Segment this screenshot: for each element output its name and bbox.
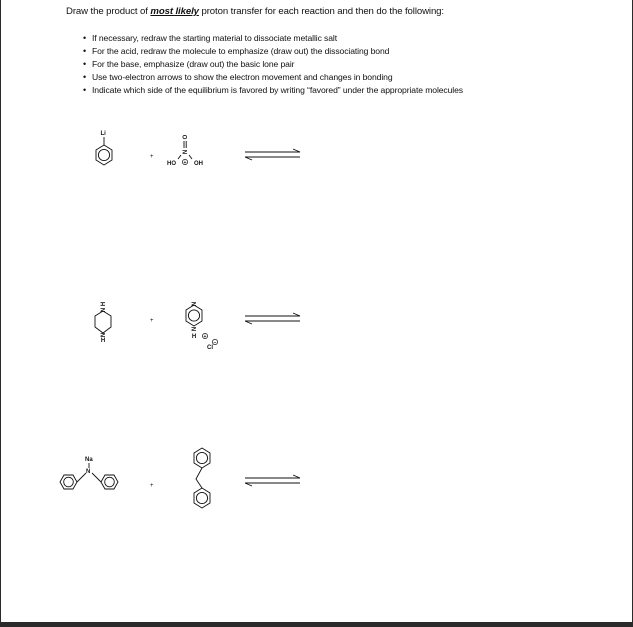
n-oh-bond-left (178, 155, 181, 159)
hydroxyl-label-left: HO (167, 161, 176, 167)
pyrazinium-h-label: H (191, 334, 197, 340)
piperazine-nh-top-h: H (101, 301, 107, 307)
piperazine-structure (95, 311, 111, 333)
piperazine-ring (95, 311, 111, 333)
aromatic-circle (98, 149, 109, 160)
instruction-item-1: • If necessary, redraw the starting material to dissociate metallic salt (83, 32, 463, 45)
pyrazine-n-top: N (192, 301, 198, 307)
hydroxyl-label-right: OH (194, 161, 203, 167)
instructions-lead: Draw the product of (66, 6, 151, 17)
diphenylmethane-structure (194, 448, 210, 508)
aromatic-circle-right (105, 477, 115, 487)
equilibrium-arrow-3 (245, 475, 300, 486)
nitrogen-label: N (183, 149, 189, 155)
n-oh-bond-right (189, 155, 192, 159)
chloride-label: Cl (207, 345, 213, 351)
pyrazinium-charge: + (203, 334, 207, 340)
aromatic-circle-bottom (196, 492, 207, 503)
n-phenyl-bond-right (92, 473, 101, 482)
instructions-tail: proton transfer for each reaction and then do the following: (198, 6, 444, 17)
sodium-diphenylamide-structure (60, 463, 118, 489)
instructions-emphasis: most likely (150, 6, 199, 17)
nitrogen-charge: + (183, 160, 187, 166)
plus-sign-1: + (150, 154, 154, 160)
chloride-charge: − (213, 340, 217, 346)
lithium-label: Li (100, 131, 106, 137)
pyrazine-n-bottom: N (192, 326, 198, 332)
piperazine-n-bottom: N (101, 332, 107, 338)
plus-sign-3: + (150, 483, 154, 489)
aromatic-circle-top (196, 452, 207, 463)
piperazine-nh-bottom-h: H (100, 338, 106, 344)
equilibrium-arrow-1 (245, 149, 300, 160)
piperazine-n-top: N (101, 307, 107, 313)
equilibrium-arrow-2 (245, 313, 300, 324)
n-phenyl-bond-left (77, 473, 86, 482)
plus-sign-2: + (150, 318, 154, 324)
pyrazinium-structure (186, 305, 218, 345)
instruction-item-3: • For the base, emphasize (draw out) the basic lone pair (83, 58, 463, 71)
phenyllithium-structure (96, 137, 112, 165)
aromatic-circle-left (64, 477, 74, 487)
pyrazine-aromatic-circle (188, 310, 199, 321)
sodium-label: Na (85, 457, 93, 463)
instruction-item-5: • Indicate which side of the equilibrium is favored by writing “favored” under the appropriate molecules (83, 84, 463, 97)
amide-nitrogen-label: N (86, 469, 91, 475)
oxygen-label: O (183, 134, 189, 140)
instruction-item-2: • For the acid, redraw the molecule to emphasize (draw out) the dissociating bond (83, 45, 463, 58)
instruction-item-4: • Use two-electron arrows to show the electron movement and changes in bonding (83, 71, 463, 84)
methylene-bridge (196, 468, 202, 488)
